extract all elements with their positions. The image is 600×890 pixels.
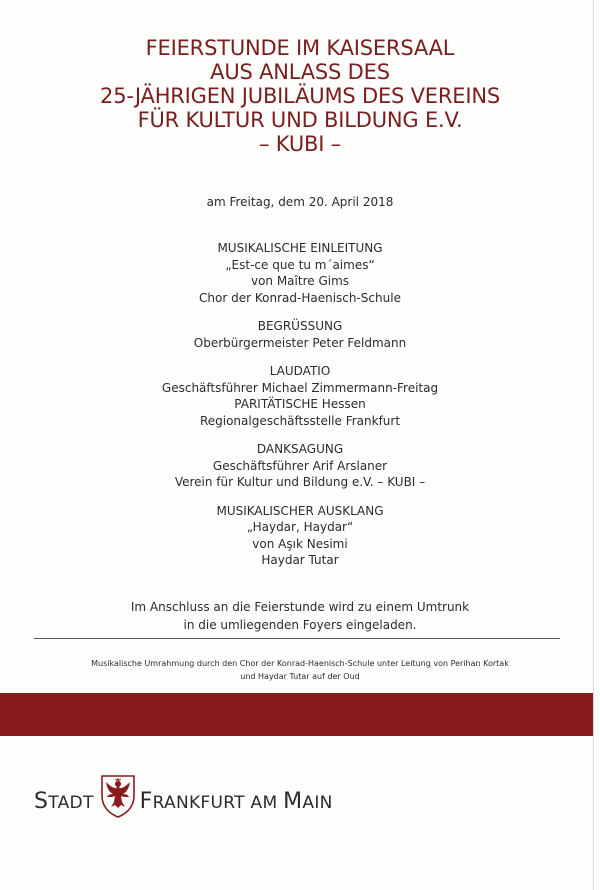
program-section-musical-intro	[0, 240, 600, 306]
title-line: FÜR KULTUR UND BILDUNG E.V.	[137, 108, 463, 132]
section-line: Verein für Kultur und Bildung e.V. – KUBI –	[174, 475, 426, 489]
section-line: von Aşık Nesimi	[252, 536, 348, 551]
title-line: FEIERSTUNDE IM KAISERSAAL	[145, 36, 455, 60]
frankfurt-eagle-crest-icon	[99, 772, 137, 818]
program-list	[0, 240, 600, 581]
footnote	[0, 657, 600, 683]
section-line: Chor der Konrad-Haenisch-Schule	[199, 290, 401, 305]
section-line: „Est-ce que tu m´aimes“	[225, 257, 375, 272]
title-line: – KUBI –	[259, 132, 341, 156]
logo-text: RANKFURT AM	[152, 793, 284, 813]
section-line: Regionalgeschäftsstelle Frankfurt	[199, 413, 401, 428]
event-title	[0, 36, 600, 156]
footnote-line: und Haydar Tutar auf der Oud	[240, 672, 360, 681]
section-line: Haydar Tutar	[261, 553, 339, 567]
section-line: PARITÄTISCHE Hessen	[234, 397, 366, 411]
stadt-frankfurt-logo	[34, 772, 333, 818]
program-section-musical-closing	[0, 503, 600, 569]
logo-initial: S	[34, 789, 49, 814]
divider-rule	[34, 638, 560, 639]
logo-initial: M	[283, 789, 303, 814]
logo-initial: F	[139, 789, 153, 814]
program-section-laudatio	[0, 363, 600, 429]
section-heading: LAUDATIO	[269, 364, 331, 378]
logo-text: TADT	[48, 793, 94, 813]
program-section-thanks	[0, 441, 600, 491]
title-line: 25-JÄHRIGEN JUBILÄUMS DES VEREINS	[100, 84, 500, 108]
decorative-red-band	[0, 693, 593, 736]
program-section-welcome	[0, 318, 600, 351]
section-heading: BEGRÜSSUNG	[257, 319, 343, 333]
section-heading: MUSIKALISCHER AUSKLANG	[216, 503, 384, 518]
section-line: Geschäftsführer Michael Zimmermann-Freitag	[161, 380, 439, 395]
logo-text: AIN	[302, 793, 333, 813]
section-line: Oberbürgermeister Peter Feldmann	[193, 335, 407, 350]
logo-word-frankfurt	[139, 789, 333, 818]
section-line: von Maître Gims	[250, 274, 350, 288]
closing-line: in die umliegenden Foyers eingeladen.	[183, 618, 417, 632]
closing-note	[0, 598, 600, 634]
footnote-line: Musikalische Umrahmung durch den Chor der Konrad-Haenisch-Schule unter Leitung von Perihan Kortak	[91, 659, 509, 668]
closing-line: Im Anschluss an die Feierstunde wird zu einem Umtrunk	[130, 600, 470, 614]
section-line: Geschäftsführer Arif Arslaner	[212, 458, 388, 473]
logo-word-stadt	[34, 789, 94, 818]
section-heading: MUSIKALISCHE EINLEITUNG	[217, 241, 383, 255]
event-date: am Freitag, dem 20. April 2018	[206, 195, 394, 209]
section-heading: DANKSAGUNG	[256, 442, 344, 456]
title-line: AUS ANLASS DES	[210, 60, 390, 84]
section-line: „Haydar, Haydar“	[246, 520, 354, 534]
